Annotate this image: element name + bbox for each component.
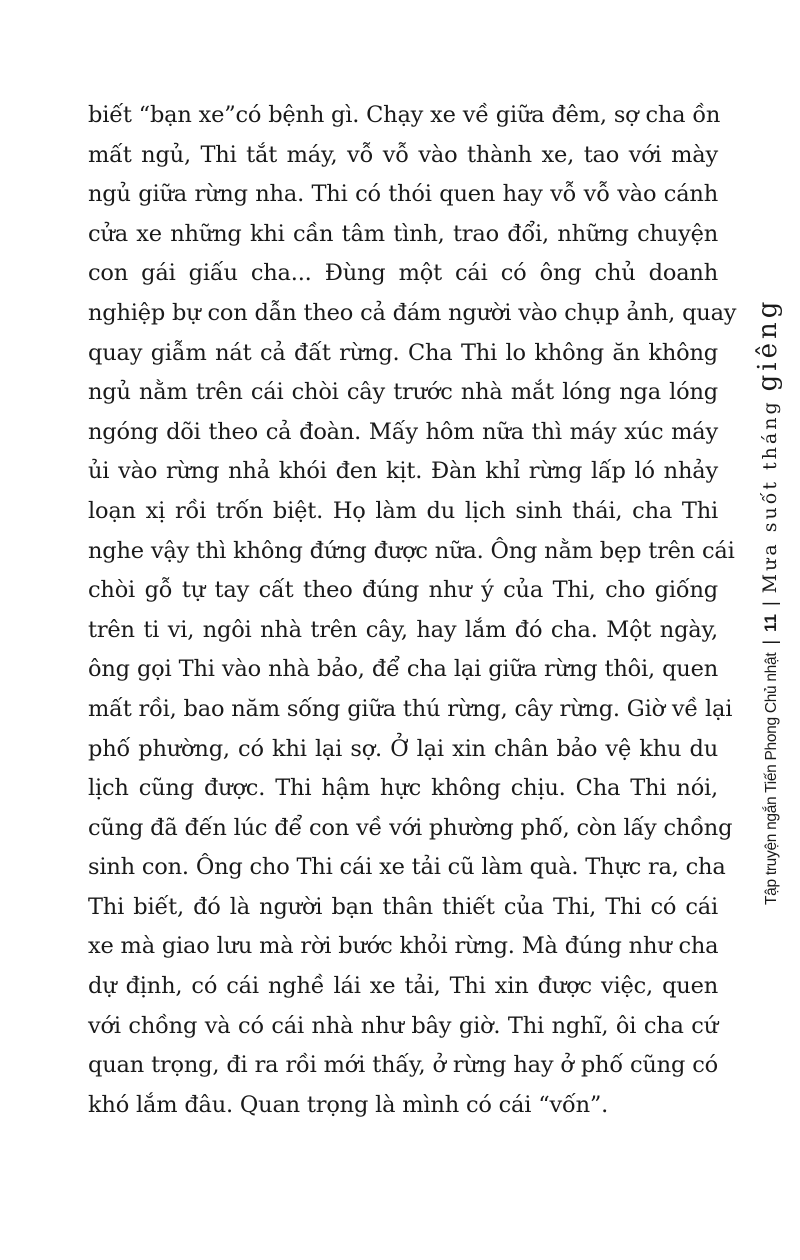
running-head-separator: | [760,601,780,606]
collection-title: Tập truyện ngắn Tiến Phong Chủ nhật [763,652,780,905]
text-line: mất ngủ, Thi tắt máy, vỗ vỗ vào thành xe, tao với mày [88,141,718,168]
text-line: ngủ giữa rừng nha. Thi có thói quen hay vỗ vỗ vào cánh [88,181,718,208]
text-line: sinh con. Ông cho Thi cái xe tải cũ làm quà. Thực ra, cha [88,854,726,881]
text-line: quan trọng, đi ra rồi mới thấy, ở rừng hay ở phố cũng có [88,1052,718,1079]
text-line-last: khó lắm đâu. Quan trọng là mình có cái “vốn”. [88,1091,609,1118]
text-line: ủi vào rừng nhả khói đen kịt. Đàn khỉ rừng lấp ló nhảy [88,458,718,485]
text-line: biết “bạn xe”có bệnh gì. Chạy xe về giữa đêm, sợ cha ồn [88,102,721,128]
text-line: Thi biết, đó là người bạn thân thiết của Thi, Thi có cái [88,893,718,920]
text-line: nghe vậy thì không đứng được nữa. Ông nằm bẹp trên cái [88,537,735,564]
running-head [753,298,783,905]
text-line: chòi gỗ tự tay cất theo đúng như ý của Thi, cho giống [88,577,718,604]
text-line: ngóng dõi theo cả đoàn. Mấy hôm nữa thì máy xúc máy [88,418,718,445]
text-line: dự định, có cái nghề lái xe tải, Thi xin được việc, quen [88,973,718,1000]
body-text [88,96,737,1125]
text-line: ngủ nằm trên cái chòi cây trước nhà mắt lóng nga lóng [88,379,718,406]
text-line: loạn xị rồi trốn biệt. Họ làm du lịch sinh thái, cha Thi [88,497,718,524]
story-title-emphasis: giêng [753,297,783,392]
text-line: lịch cũng được. Thi hậm hực không chịu. Cha Thi nói, [88,775,718,802]
text-line: mất rồi, bao năm sống giữa thú rừng, cây rừng. Giờ về lại [88,695,733,722]
text-line: ông gọi Thi vào nhà bảo, để cha lại giữa rừng thôi, quen [88,656,718,683]
text-line: với chồng và có cái nhà như bây giờ. Thi nghĩ, ôi cha cứ [88,1012,718,1039]
text-line: phố phường, có khi lại sợ. Ở lại xin chân bảo vệ khu du [88,735,718,762]
text-line: trên ti vi, ngôi nhà trên cây, hay lắm đó cha. Một ngày, [88,616,718,643]
text-line: cũng đã đến lúc để con về với phường phố, còn lấy chồng [88,814,733,841]
story-title: Mưa suốt tháng [759,399,781,594]
text-line: xe mà giao lưu mà rời bước khỏi rừng. Mà đúng như cha [88,933,719,960]
text-line: con gái giấu cha... Đùng một cái có ông chủ doanh [88,260,718,287]
running-head-separator: | [760,639,780,645]
text-line: cửa xe những khi cần tâm tình, trao đổi, những chuyện [88,220,718,247]
page-number: 11 [761,614,780,632]
text-line: quay giẫm nát cả đất rừng. Cha Thi lo không ăn không [88,339,718,366]
text-line: nghiệp bự con dẫn theo cả đám người vào chụp ảnh, quay [88,299,737,326]
